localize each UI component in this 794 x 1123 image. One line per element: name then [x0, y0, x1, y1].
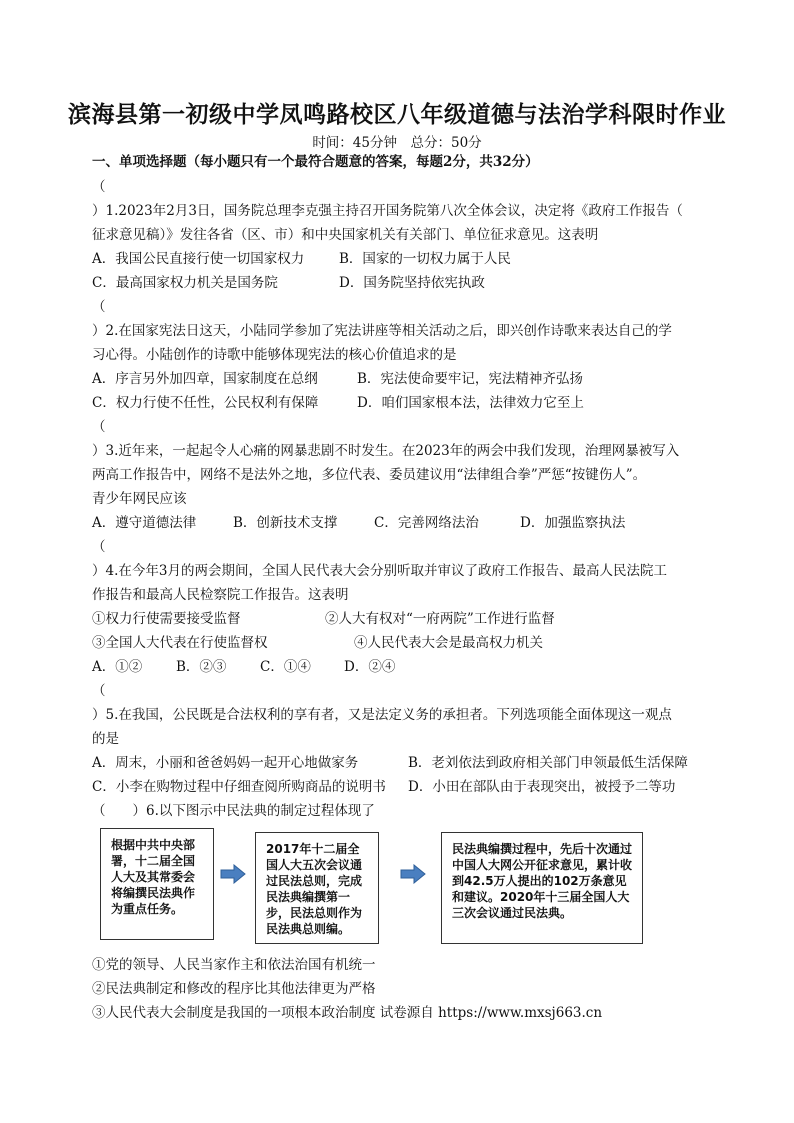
q3-stem-line1: ）3.近年来，一起起令人心痛的网暴悲剧不时发生。在2023年的两会中我们发现，治理网暴被写入: [92, 443, 680, 459]
q6-stem: （ ）6.以下图示中民法典的制定过程体现了: [92, 803, 375, 819]
q4-statement-2: ②人大有权对“一府两院”工作进行监督: [325, 611, 555, 627]
flow-box-2: 2017年十二届全国人大五次会议通过民法总则，完成民法典编撰第一步，民法总则作为民法典总则编。: [255, 832, 379, 944]
q4-option-a: A．①②: [92, 659, 143, 675]
q4-statement-1: ①权力行使需要接受监督: [92, 611, 241, 627]
q1-option-a: A．我国公民直接行使一切国家权力: [92, 251, 305, 267]
flow-arrow-1-icon: [220, 864, 246, 888]
q4-stem-line2: 作报告和最高人民检察院工作报告。这表明: [92, 587, 349, 603]
q2-option-d: D．咱们国家根本法，法律效力它至上: [357, 395, 584, 411]
q3-option-b: B．创新技术支撑: [233, 515, 338, 531]
source-watermark: 试卷源自 https://www.mxsj663.cn: [379, 1005, 603, 1021]
q3-stem-line3: 青少年网民应该: [92, 491, 187, 507]
q6-statement-3-row: [92, 1004, 707, 1022]
q3-option-d: D．加强监察执法: [520, 515, 626, 531]
q1-option-b: B．国家的一切权力属于人民: [339, 251, 511, 267]
q1-stem-line1: ）1.2023年2月3日，国务院总理李克强主持召开国务院第八次全体会议，决定将《政府工作报告（: [92, 203, 683, 219]
q5-option-b: B．老刘依法到政府相关部门申领最低生活保障: [408, 755, 688, 771]
q5-stem-line2: 的是: [92, 731, 119, 747]
q6-statement-3: ③人民代表大会制度是我国的一项根本政治制度: [92, 1005, 376, 1021]
q1-option-c: C．最高国家权力机关是国务院: [92, 275, 278, 291]
q1-paren: （: [92, 179, 106, 195]
q4-statement-3: ③全国人大代表在行使监督权: [92, 635, 268, 651]
q4-stem-line1: ）4.在今年3月的两会期间，全国人民代表大会分别听取并审议了政府工作报告、最高人民法院工: [92, 563, 667, 579]
q2-option-a: A．序言另外加四章，国家制度在总纲: [92, 371, 318, 387]
q5-stem-line1: ）5.在我国，公民既是合法权利的享有者，又是法定义务的承担者。下列选项能全面体现这一观点: [92, 707, 672, 723]
q2-option-c: C．权力行使不任性，公民权利有保障: [92, 395, 319, 411]
exam-time-score: 时间：45分钟 总分：50分: [312, 135, 482, 151]
q2-paren: （: [92, 299, 106, 315]
q2-stem-line2: 习心得。小陆创作的诗歌中能够体现宪法的核心价值追求的是: [92, 347, 457, 363]
q5-option-a: A．周末，小丽和爸爸妈妈一起开心地做家务: [92, 755, 359, 771]
q3-paren: （: [92, 419, 106, 435]
q6-statement-1: ①党的领导、人民当家作主和依法治国有机统一: [92, 957, 376, 973]
q6-statement-2: ②民法典制定和修改的程序比其他法律更为严格: [92, 981, 376, 997]
q4-paren: （: [92, 539, 106, 555]
q3-option-a: A．遵守道德法律: [92, 515, 197, 531]
q2-option-b: B．宪法使命要牢记，宪法精神齐弘扬: [357, 371, 583, 387]
q2-stem-line1: ）2.在国家宪法日这天，小陆同学参加了宪法讲座等相关活动之后，即兴创作诗歌来表达自己的学: [92, 323, 672, 339]
q5-option-c: C．小李在购物过程中仔细查阅所购商品的说明书: [92, 779, 386, 795]
q4-statement-4: ④人民代表大会是最高权力机关: [354, 635, 543, 651]
q1-stem-line2: 征求意见稿）》发往各省（区、市）和中央国家机关有关部门、单位征求意见。这表明: [92, 227, 599, 243]
q1-option-d: D．国务院坚持依宪执政: [339, 275, 485, 291]
flow-box-3: 民法典编撰过程中，先后十次通过中国人大网公开征求意见，累计收到42.5万人提出的102万条意见和建议。2020年十三届全国人大三次会议通过民法典。: [441, 832, 643, 944]
q3-option-c: C．完善网络法治: [374, 515, 479, 531]
q3-stem-line2: 两高工作报告中，网络不是法外之地，多位代表、委员建议用“法律组合拳”严惩“按键伤人”。: [92, 467, 647, 483]
section-heading: 一、单项选择题（每小题只有一个最符合题意的答案，每题2分，共32分）: [92, 154, 539, 170]
exam-title: 滨海县第一初级中学凤鸣路校区八年级道德与法治学科限时作业: [68, 102, 726, 128]
flow-arrow-2-icon: [400, 864, 426, 888]
q5-option-d: D．小田在部队由于表现突出，被授予二等功: [408, 779, 676, 795]
flow-box-1: 根据中共中央部署，十二届全国人大及其常委会将编撰民法典作为重点任务。: [100, 828, 214, 940]
q4-option-c: C．①④: [260, 659, 311, 675]
q5-paren: （: [92, 683, 106, 699]
q4-option-d: D．②④: [344, 659, 396, 675]
q4-option-b: B．②③: [176, 659, 227, 675]
